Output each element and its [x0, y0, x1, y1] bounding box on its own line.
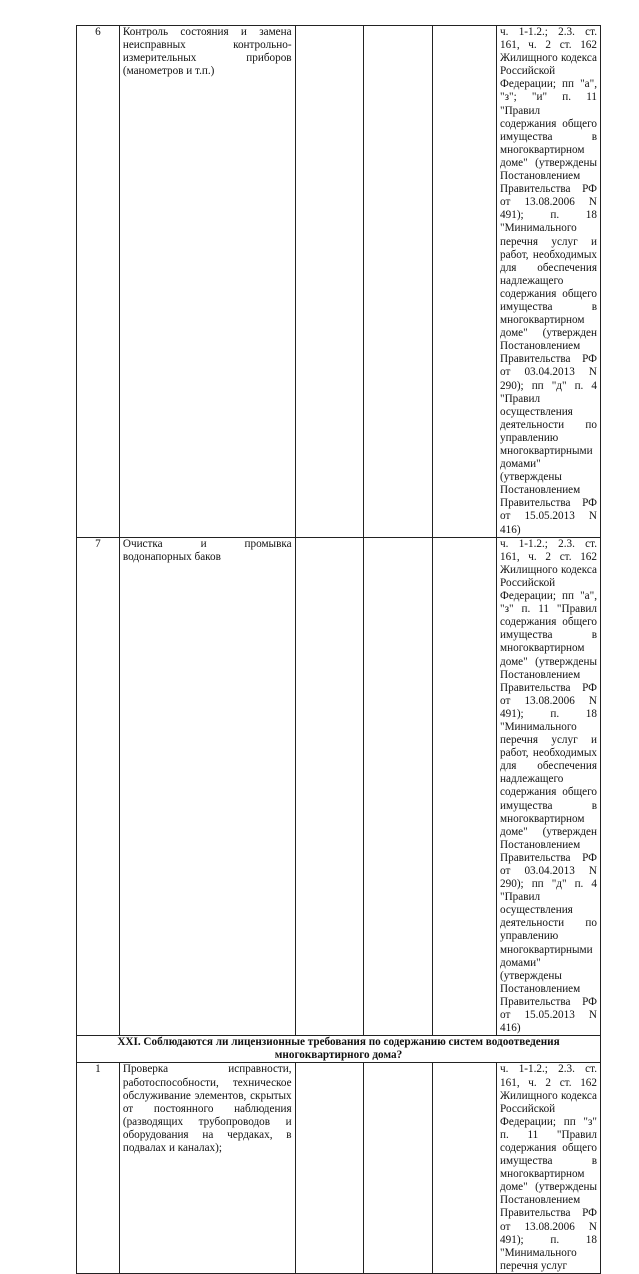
answer-cell-yes: [295, 1063, 364, 1274]
section-header-row: [77, 1036, 601, 1063]
answer-cell-yes: [295, 26, 364, 538]
answer-cell-na: [432, 26, 496, 538]
table-row: [77, 1063, 601, 1274]
answer-cell-no: [364, 537, 433, 1036]
work-description: Очистка и промывка водонапорных баков: [119, 537, 295, 1036]
work-description: Контроль состояния и замена неисправных контрольно-измерительных приборов (манометров и т.п.): [119, 26, 295, 538]
answer-cell-na: [432, 537, 496, 1036]
answer-cell-no: [364, 1063, 433, 1274]
row-number: 6: [77, 26, 120, 538]
answer-cell-no: [364, 26, 433, 538]
row-number: 1: [77, 1063, 120, 1274]
requirements-table: [76, 25, 601, 1274]
document-page: [76, 25, 601, 1274]
table-row: [77, 537, 601, 1036]
answer-cell-na: [432, 1063, 496, 1274]
legal-reference: ч. 1-1.2.; 2.3. ст. 161, ч. 2 ст. 162 Жилищного кодекса Российской Федерации; пп "з" п. 11 "Правил содержания общего имущества в многоквартирном доме" (утверждены Постановлением Правительства РФ от 13.08.2006 N 491); п. 18 "Минимального перечня услуг: [497, 1063, 601, 1274]
table-row: [77, 26, 601, 538]
legal-reference: ч. 1-1.2.; 2.3. ст. 161, ч. 2 ст. 162 Жилищного кодекса Российской Федерации; пп "а", "з" п. 11 "Правил содержания общего имущества в многоквартирном доме" (утверждены Постановлением Правительства РФ от 13.08.2006 N 491); п. 18 "Минимального перечня услуг и работ, необходимых для обеспечения надлежащего содержания общего имущества в многоквартирном доме" (утвержден Постановлением Правительства РФ от 03.04.2013 N 290); пп "д" п. 4 "Правил осуществления деятельности по управлению многоквартирными домами" (утверждены Постановлением Правительства РФ от 15.05.2013 N 416): [497, 537, 601, 1036]
work-description: Проверка исправности, работоспособности, техническое обслуживание элементов, скрытых от постоянного наблюдения (разводящих трубопроводов и оборудования на чердаках, в подвалах и каналах);: [119, 1063, 295, 1274]
legal-reference: ч. 1-1.2.; 2.3. ст. 161, ч. 2 ст. 162 Жилищного кодекса Российской Федерации; пп "а", "з"; "и" п. 11 "Правил содержания общего имущества в многоквартирном доме" (утверждены Постановлением Правительства РФ от 13.08.2006 N 491); п. 18 "Минимального перечня услуг и работ, необходимых для обеспечения надлежащего содержания общего имущества в многоквартирном доме" (утвержден Постановлением Правительства РФ от 03.04.2013 N 290); пп "д" п. 4 "Правил осуществления деятельности по управлению многоквартирными домами" (утверждены Постановлением Правительства РФ от 15.05.2013 N 416): [497, 26, 601, 538]
section-title: XXI. Соблюдаются ли лицензионные требования по содержанию систем водоотведения многоквартирного дома?: [77, 1036, 601, 1063]
answer-cell-yes: [295, 537, 364, 1036]
row-number: 7: [77, 537, 120, 1036]
